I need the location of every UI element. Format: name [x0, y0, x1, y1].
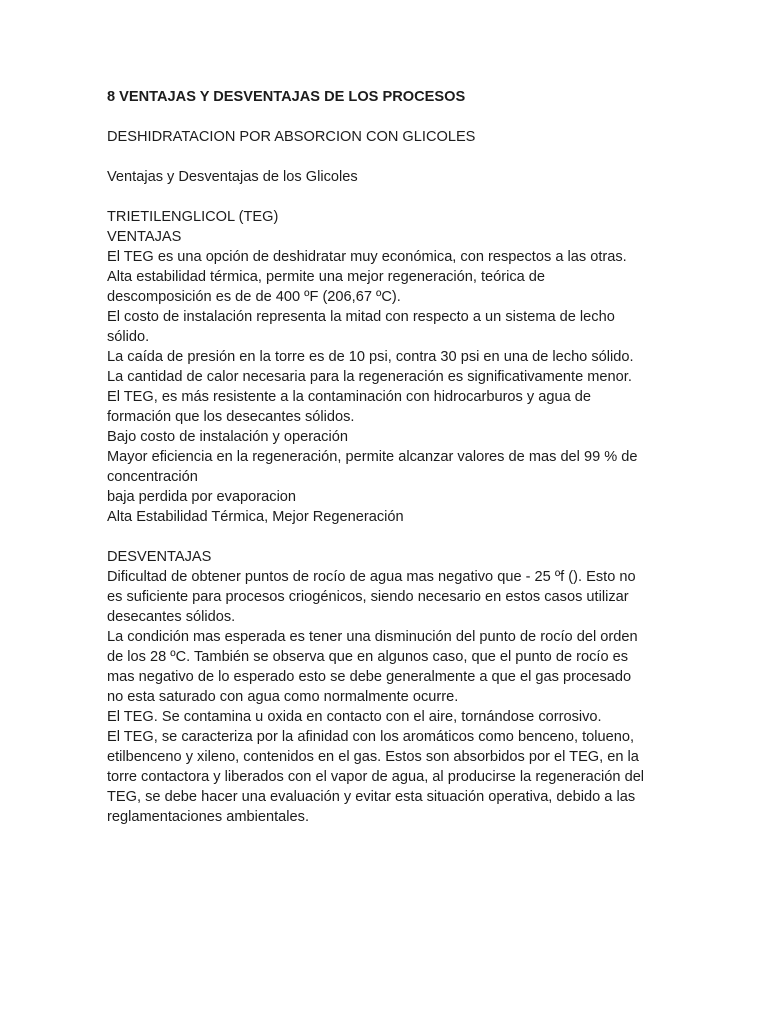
- desventajas-line: etilbenceno y xileno, contenidos en el gas. Estos son absorbidos por el TEG, en la: [107, 749, 639, 765]
- ventajas-line: Mayor eficiencia en la regeneración, permite alcanzar valores de mas del 99 % de: [107, 449, 638, 465]
- desventajas-line: La condición mas esperada es tener una disminución del punto de rocío del orden: [107, 629, 638, 645]
- ventajas-line: El TEG, es más resistente a la contaminación con hidrocarburos y agua de: [107, 389, 592, 405]
- ventajas-line: El TEG es una opción de deshidratar muy económica, con respectos a las otras.: [107, 249, 627, 265]
- desventajas-line: TEG, se debe hacer una evaluación y evitar esta situación operativa, debido a las: [107, 789, 636, 805]
- ventajas-line: formación que los desecantes sólidos.: [107, 409, 355, 425]
- desventajas-list: [107, 567, 667, 827]
- spacer: [107, 187, 667, 207]
- ventajas-line: El costo de instalación representa la mitad con respecto a un sistema de lecho: [107, 309, 615, 325]
- ventajas-line: Alta Estabilidad Térmica, Mejor Regeneración: [107, 509, 404, 525]
- ventajas-line: baja perdida por evaporacion: [107, 489, 297, 505]
- ventajas-line: Bajo costo de instalación y operación: [107, 429, 348, 445]
- ventajas-line: La caída de presión en la torre es de 10 psi, contra 30 psi en una de lecho sólido.: [107, 349, 634, 365]
- ventajas-list: [107, 247, 667, 527]
- document-content: [107, 87, 667, 827]
- desventajas-line: El TEG, se caracteriza por la afinidad con los aromáticos como benceno, tolueno,: [107, 729, 635, 745]
- desventajas-line: Dificultad de obtener puntos de rocío de agua mas negativo que - 25 ºf (). Esto no: [107, 569, 636, 585]
- intro-line: Ventajas y Desventajas de los Glicoles: [107, 169, 358, 185]
- ventajas-line: Alta estabilidad térmica, permite una mejor regeneración, teórica de: [107, 269, 546, 285]
- desventajas-line: reglamentaciones ambientales.: [107, 809, 309, 825]
- desventajas-line: desecantes sólidos.: [107, 609, 236, 625]
- spacer: [107, 527, 667, 547]
- product-name: TRIETILENGLICOL (TEG): [107, 209, 279, 225]
- spacer: [107, 147, 667, 167]
- spacer: [107, 107, 667, 127]
- desventajas-line: torre contactora y liberados con el vapor de agua, al producirse la regeneración del: [107, 769, 645, 785]
- ventajas-line: sólido.: [107, 329, 150, 345]
- ventajas-heading: VENTAJAS: [107, 229, 182, 245]
- desventajas-line: es suficiente para procesos criogénicos, siendo necesario en estos casos utilizar: [107, 589, 629, 605]
- page-title: 8 VENTAJAS Y DESVENTAJAS DE LOS PROCESOS: [107, 89, 466, 105]
- desventajas-line: El TEG. Se contamina u oxida en contacto con el aire, tornándose corrosivo.: [107, 709, 602, 725]
- ventajas-line: descomposición es de de 400 ºF (206,67 ºC).: [107, 289, 401, 305]
- ventajas-line: La cantidad de calor necesaria para la regeneración es significativamente menor.: [107, 369, 632, 385]
- desventajas-line: de los 28 ºC. También se observa que en algunos caso, que el punto de rocío es: [107, 649, 629, 665]
- desventajas-heading: DESVENTAJAS: [107, 549, 212, 565]
- ventajas-line: concentración: [107, 469, 198, 485]
- section-subtitle: DESHIDRATACION POR ABSORCION CON GLICOLES: [107, 129, 476, 145]
- desventajas-line: mas negativo de lo esperado esto se debe generalmente a que el gas procesado: [107, 669, 632, 685]
- desventajas-line: no esta saturado con agua como normalmente ocurre.: [107, 689, 459, 705]
